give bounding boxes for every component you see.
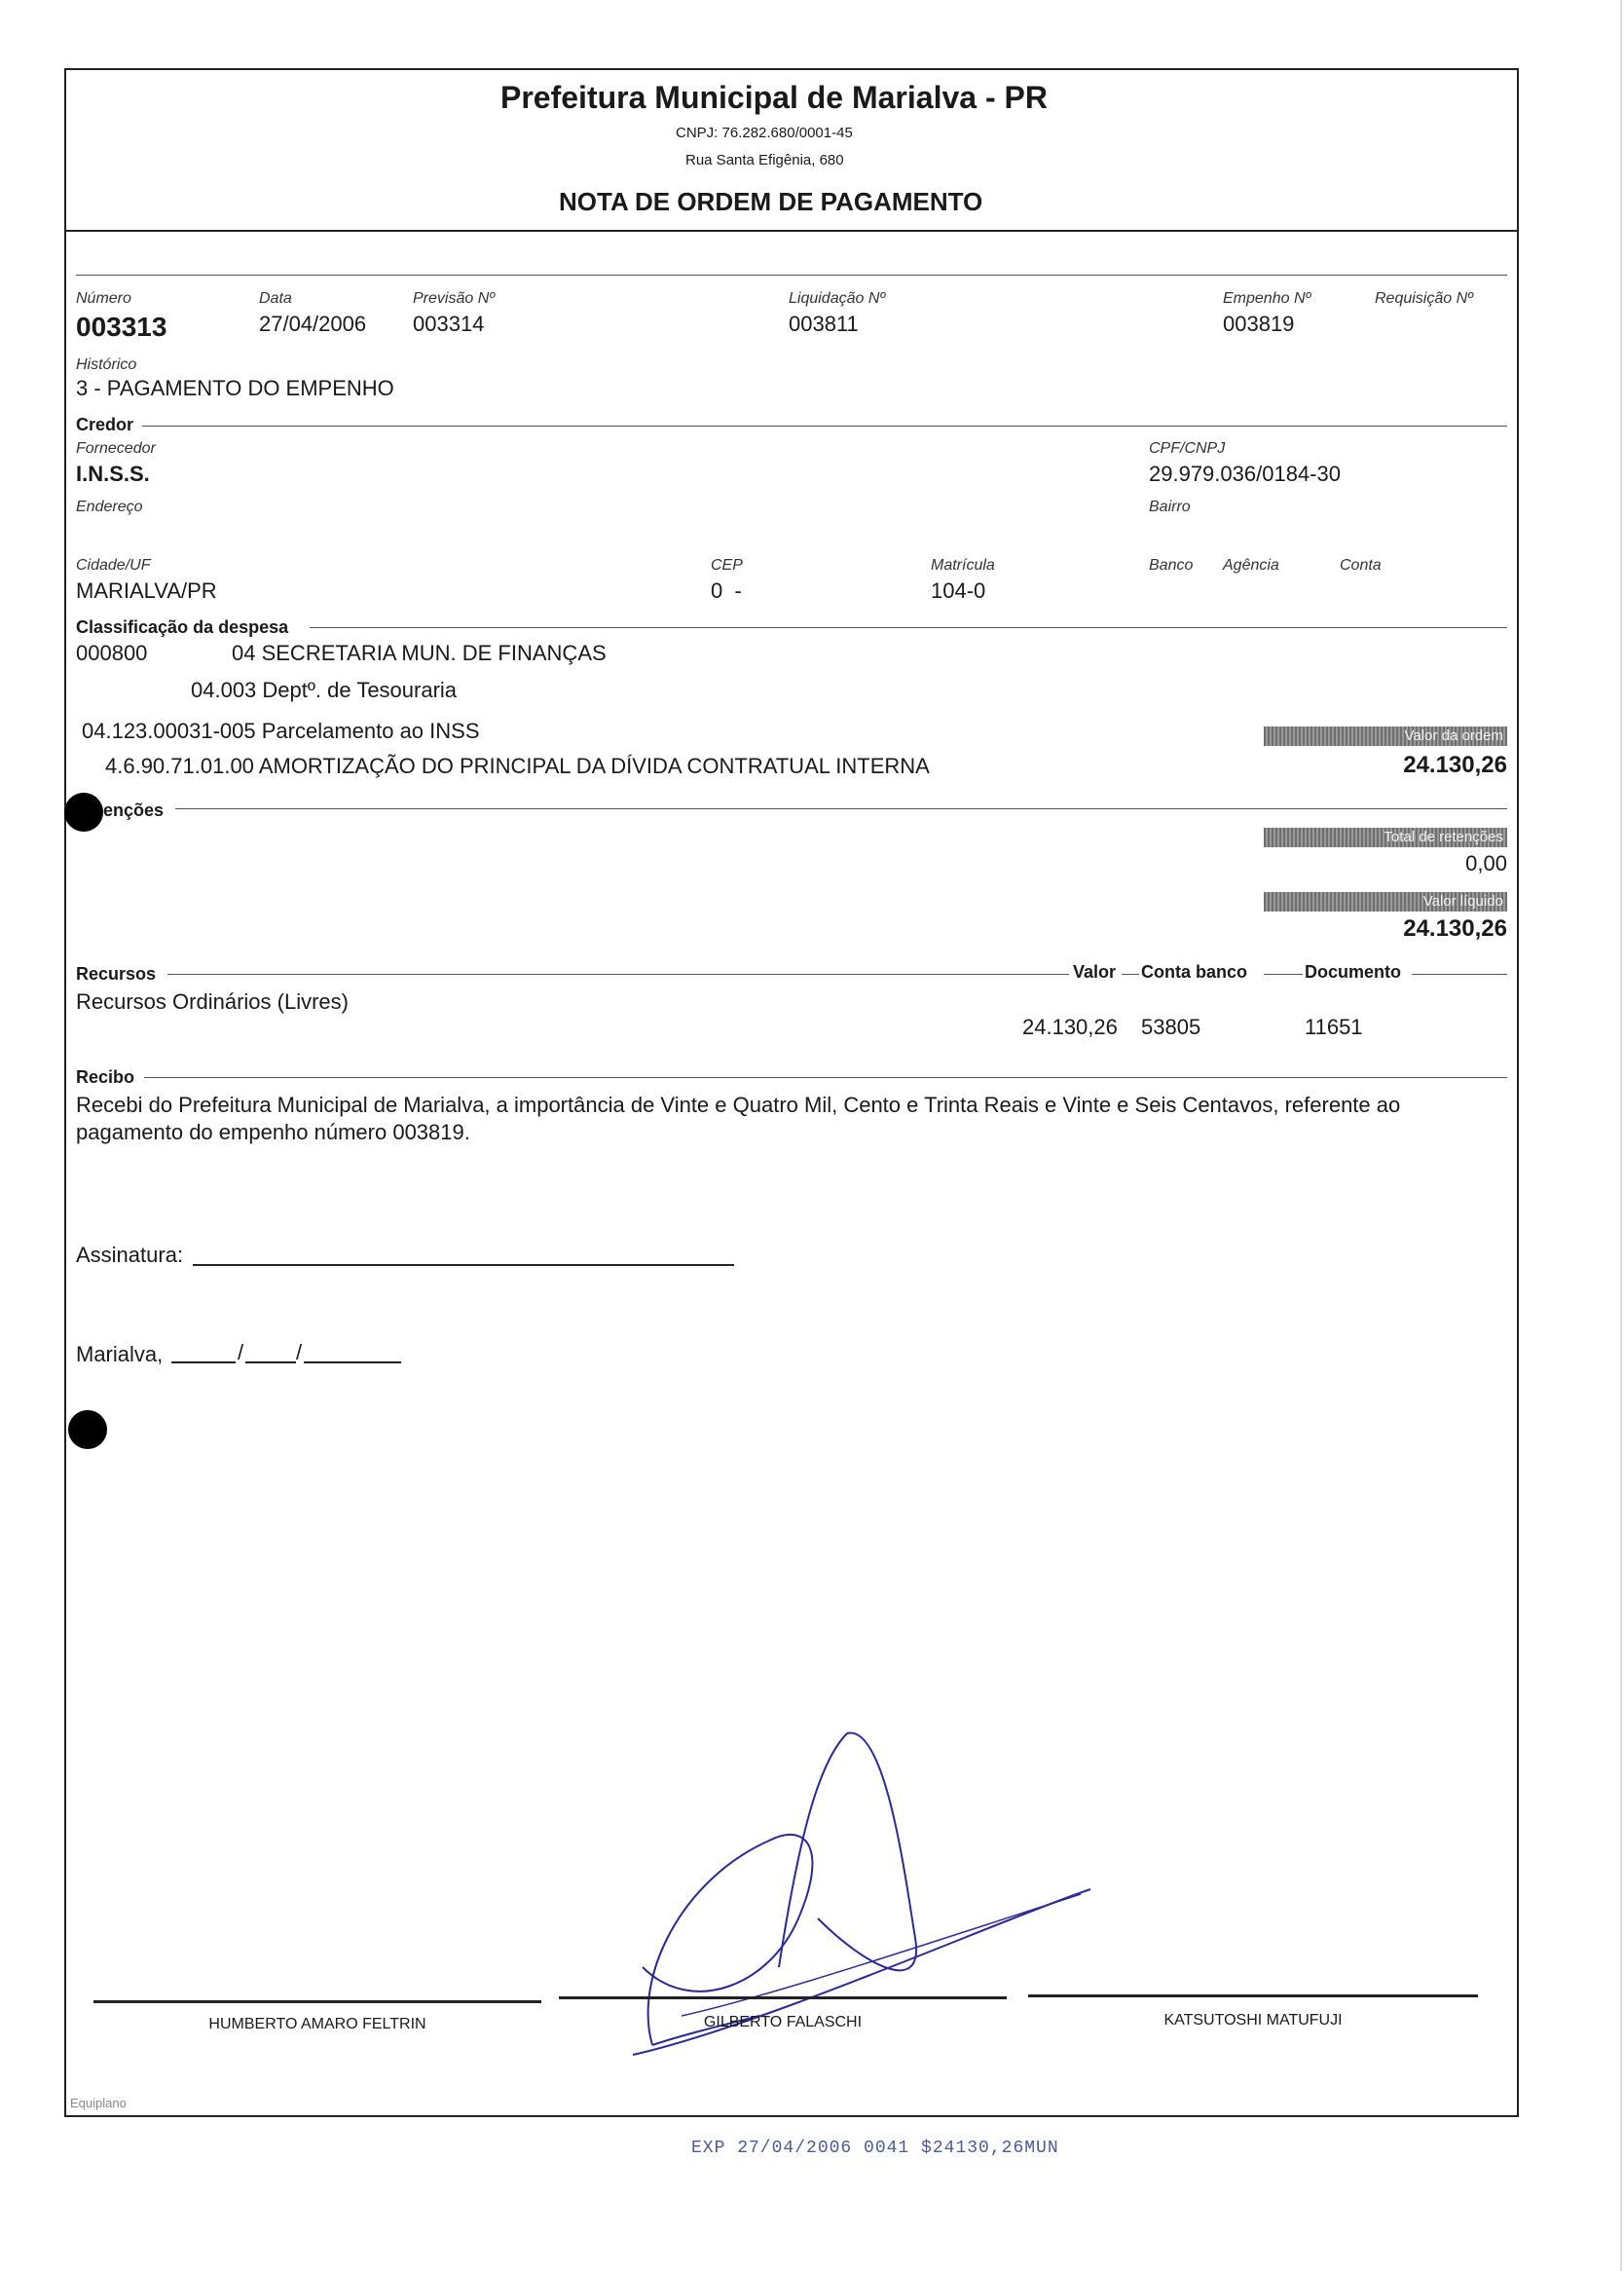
programa-text: 04.123.00031-005 Parcelamento ao INSS: [82, 719, 480, 743]
secretaria-text: 04 SECRETARIA MUN. DE FINANÇAS: [232, 641, 607, 665]
address-text: Rua Santa Efigênia, 680: [685, 152, 844, 168]
matricula-label: Matrícula: [931, 557, 995, 574]
departamento-text: 04.003 Deptº. de Tesouraria: [191, 678, 458, 702]
previsao-label: Previsão Nº: [413, 290, 496, 307]
retencoes-line: [175, 808, 1507, 809]
recursos-section: Recursos: [76, 964, 157, 984]
valor-ordem-value: 24.130,26: [1403, 752, 1507, 778]
agencia-label: Agência: [1223, 557, 1279, 574]
fornecedor-label: Fornecedor: [76, 440, 156, 457]
bairro-label: Bairro: [1149, 499, 1191, 515]
page-title: Prefeitura Municipal de Marialva - PR: [500, 80, 1048, 115]
signatory-1: HUMBERTO AMARO FELTRIN: [208, 2016, 426, 2032]
date-month-line: [245, 1361, 296, 1363]
cep-value: 0 -: [711, 578, 742, 603]
cnpj-text: CNPJ: 76.282.680/0001-45: [676, 125, 853, 141]
requisicao-label: Requisição Nº: [1375, 290, 1473, 307]
punch-hole-top: [64, 793, 103, 832]
signatory-3: KATSUTOSHI MATUFUJI: [1163, 2012, 1343, 2029]
cpf-label: CPF/CNPJ: [1149, 440, 1226, 457]
empenho-value: 003819: [1223, 312, 1295, 336]
historico-value: 3 - PAGAMENTO DO EMPENHO: [76, 376, 394, 400]
date-year-line: [304, 1361, 401, 1363]
cidade-label: Cidade/UF: [76, 557, 151, 574]
software-credit: Equiplano: [70, 2096, 127, 2110]
numero-value: 003313: [76, 312, 167, 342]
retencoes-section: enções: [103, 800, 165, 820]
signature-line-2: [559, 1996, 1007, 1999]
valor-liquido-value: 24.130,26: [1403, 915, 1507, 942]
recibo-line: [144, 1077, 1507, 1078]
historico-label: Histórico: [76, 356, 137, 373]
recursos-line-3: [1264, 974, 1303, 975]
recursos-line-2: [1122, 974, 1139, 975]
recursos-conta-label: Conta banco: [1141, 962, 1248, 982]
conta-label: Conta: [1340, 557, 1382, 574]
valor-ordem-label: Valor da ordem: [1264, 726, 1507, 746]
total-retencoes-label: Total de retenções: [1264, 828, 1507, 847]
previsao-value: 003314: [413, 312, 485, 336]
data-label: Data: [259, 290, 292, 307]
cidade-value: MARIALVA/PR: [76, 578, 217, 603]
credor-section: Credor: [76, 415, 134, 434]
valor-liquido-label: Valor líquido: [1264, 892, 1507, 912]
liquidacao-value: 003811: [789, 312, 859, 336]
signature-line-3: [1028, 1994, 1478, 1997]
assinatura-line: [193, 1264, 734, 1266]
classificacao-code: 000800: [76, 641, 148, 665]
recibo-text-line2: pagamento do empenho número 003819.: [76, 1120, 470, 1144]
recursos-valor: 24.130,26: [1022, 1015, 1118, 1039]
bank-stamp: EXP 27/04/2006 0041 $24130,26MUN: [691, 2139, 1059, 2158]
local-date-label: Marialva,: [76, 1342, 164, 1366]
credor-line: [142, 426, 1507, 427]
total-retencoes-value: 0,00: [1465, 851, 1507, 875]
numero-label: Número: [76, 290, 131, 307]
liquidacao-label: Liquidação Nº: [789, 290, 886, 307]
natureza-text: 4.6.90.71.01.00 AMORTIZAÇÃO DO PRINCIPAL DA DÍVIDA CONTRATUAL INTERNA: [105, 754, 930, 778]
recursos-line-4: [1412, 974, 1507, 975]
recibo-text-line1: Recebi do Prefeitura Municipal de Marialva, a importância de Vinte e Quatro Mil, Cento e Trinta Reais e Vinte e Seis Centavos, referente ao: [76, 1093, 1401, 1117]
date-day-line: [171, 1361, 236, 1363]
recursos-descricao: Recursos Ordinários (Livres): [76, 989, 349, 1014]
recibo-section: Recibo: [76, 1067, 135, 1087]
classificacao-section: Classificação da despesa: [76, 617, 289, 637]
signature-line-1: [93, 2000, 541, 2003]
header-divider: [64, 230, 1519, 232]
matricula-value: 104-0: [931, 578, 986, 603]
empenho-label: Empenho Nº: [1223, 290, 1311, 307]
recursos-valor-label: Valor: [1073, 962, 1117, 982]
date-slash-2: /: [296, 1340, 303, 1364]
classificacao-line: [310, 627, 1507, 628]
cpf-value: 29.979.036/0184-30: [1149, 462, 1341, 486]
assinatura-label: Assinatura:: [76, 1243, 184, 1267]
endereco-label: Endereço: [76, 499, 143, 515]
signatory-2: GILBERTO FALASCHI: [703, 2014, 863, 2030]
recursos-conta: 53805: [1141, 1015, 1201, 1039]
scan-edge: [1620, 0, 1622, 2271]
recursos-documento-label: Documento: [1305, 962, 1401, 982]
ids-divider: [76, 275, 1507, 276]
date-slash-1: /: [238, 1340, 244, 1364]
data-value: 27/04/2006: [259, 312, 367, 336]
fornecedor-value: I.N.S.S.: [76, 462, 150, 486]
banco-label: Banco: [1149, 557, 1194, 574]
punch-hole-bottom: [68, 1410, 107, 1449]
recursos-documento: 11651: [1305, 1015, 1363, 1039]
cep-label: CEP: [711, 557, 743, 574]
recursos-line-1: [167, 974, 1069, 975]
document-title: NOTA DE ORDEM DE PAGAMENTO: [559, 187, 983, 216]
